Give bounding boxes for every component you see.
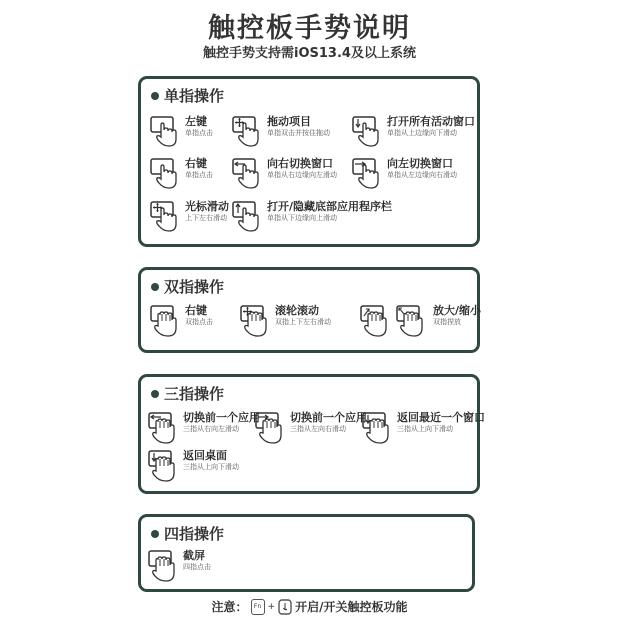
footer-note: [0, 598, 619, 615]
pinch-in-icon: [359, 304, 391, 338]
fn-key-icon: Fn: [251, 599, 265, 615]
swipe-down-icon: [351, 115, 383, 149]
plus-sign: +: [267, 601, 276, 612]
gesture-drag-item: 拖动项目 单指双击并按住拖动: [231, 115, 330, 149]
gesture-cursor-move: 光标滑动 上下左右滑动: [149, 200, 229, 234]
one-finger-tap-icon: [149, 115, 181, 149]
gesture-recent-window: 返回最近一个窗口 三指从上向下滑动: [361, 411, 485, 445]
gesture-left-click: 左键 单指点击: [149, 115, 213, 149]
three-finger-heading: 三指操作: [151, 383, 224, 404]
page-subtitle: 触控手势支持需iOS13.4及以上系统: [203, 46, 416, 61]
gesture-scroll: 滚轮滚动 双指上下左右滑动: [239, 304, 331, 338]
four-finger-tap-icon: [147, 549, 179, 583]
two-finger-heading: 双指操作: [151, 276, 224, 297]
gesture-toggle-dock: 打开/隐藏底部应用程序栏 单指从下边缘向上滑动: [231, 200, 392, 234]
bullet-icon: [151, 283, 159, 291]
two-finger-tap-icon: [149, 304, 181, 338]
gesture-open-all-windows: 打开所有活动窗口 单指从上边缘向下滑动: [351, 115, 475, 149]
note-text: 开启/开关触控板功能: [295, 600, 408, 614]
three-finger-swipe-left-icon: [147, 411, 179, 445]
swipe-up-icon: [231, 200, 263, 234]
move-cross-icon: [149, 200, 181, 234]
one-finger-panel: [138, 76, 480, 247]
gesture-screenshot: 截屏 四指点击: [147, 549, 211, 583]
two-finger-panel: [138, 267, 480, 353]
three-finger-swipe-down-icon: [147, 449, 179, 483]
three-finger-swipe-right-icon: [254, 411, 286, 445]
one-finger-tap-icon: [149, 157, 181, 191]
pinch-out-icon: [395, 304, 427, 338]
gesture-prev-app-left: 切换前一个应用 三指从右向左滑动: [147, 411, 260, 445]
scroll-cross-icon: [239, 304, 271, 338]
gesture-prev-app-right: 切换前一个应用 三指从左向右滑动: [254, 411, 367, 445]
trackpad-tap-icon: [278, 599, 292, 615]
gesture-switch-right: 向右切换窗口 单指从右边缘向左滑动: [231, 157, 337, 191]
note-label: 注意：: [211, 600, 248, 614]
gesture-right-click: 右键 单指点击: [149, 157, 213, 191]
gesture-switch-left: 向左切换窗口 单指从左边缘向右滑动: [351, 157, 457, 191]
swipe-left-icon: [231, 157, 263, 191]
page-title: 触控板手势说明: [208, 13, 411, 44]
three-finger-panel: [138, 374, 485, 494]
three-finger-swipe-down-icon: [361, 411, 393, 445]
gesture-show-desktop: 返回桌面 三指从上向下滑动: [147, 449, 239, 483]
bullet-icon: [151, 530, 159, 538]
four-finger-heading: 四指操作: [151, 523, 224, 544]
one-finger-heading: 单指操作: [151, 85, 224, 106]
four-finger-panel: [138, 514, 475, 592]
bullet-icon: [151, 92, 159, 100]
bullet-icon: [151, 390, 159, 398]
swipe-right-icon: [351, 157, 383, 191]
drag-cross-icon: [231, 115, 263, 149]
gesture-zoom: 放大/缩小 双指捏放: [359, 304, 481, 338]
gesture-two-finger-right-click: 右键 双指点击: [149, 304, 213, 338]
